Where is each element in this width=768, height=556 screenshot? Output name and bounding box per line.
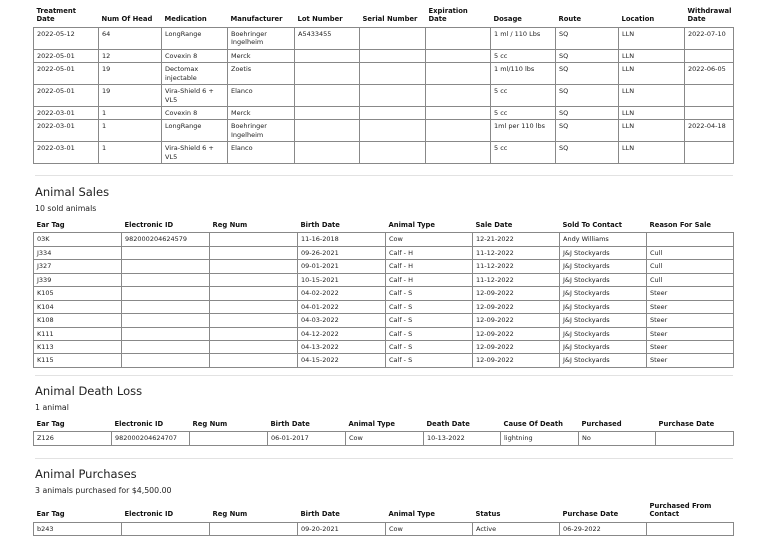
table-cell bbox=[426, 142, 491, 164]
table-cell: No bbox=[579, 432, 656, 445]
table-cell bbox=[685, 107, 734, 120]
table-cell: 04-15-2022 bbox=[298, 354, 386, 367]
table-row bbox=[34, 354, 734, 367]
table-cell: J&J Stockyards bbox=[560, 340, 647, 353]
table-cell bbox=[210, 340, 298, 353]
table-cell: 982000204624579 bbox=[122, 233, 210, 246]
table-cell bbox=[122, 300, 210, 313]
table-cell: K105 bbox=[34, 287, 122, 300]
table-cell: K108 bbox=[34, 314, 122, 327]
purchases-section-title: Animal Purchases bbox=[35, 467, 137, 481]
table-cell: 12 bbox=[99, 49, 162, 62]
table-cell: Vira-Shield 6 + VL5 bbox=[162, 85, 228, 107]
table-cell: 12-09-2022 bbox=[473, 354, 560, 367]
table-row bbox=[34, 314, 734, 327]
table-cell: SQ bbox=[556, 107, 619, 120]
table-cell: 11-12-2022 bbox=[473, 260, 560, 273]
table-cell: J&J Stockyards bbox=[560, 246, 647, 259]
table-cell bbox=[426, 107, 491, 120]
sales-count: 10 sold animals bbox=[35, 204, 97, 213]
table-cell bbox=[122, 522, 210, 535]
column-header: Animal Type bbox=[388, 510, 436, 519]
column-header: Serial Number bbox=[362, 15, 418, 24]
purchases-table bbox=[33, 501, 734, 536]
table-cell: Cull bbox=[647, 246, 734, 259]
table-cell: J339 bbox=[34, 273, 122, 286]
table-cell bbox=[426, 85, 491, 107]
purchases-summary: 3 animals purchased for $4,500.00 bbox=[35, 486, 172, 495]
table-cell: Calf - H bbox=[386, 260, 473, 273]
column-header: Manufacturer bbox=[230, 15, 283, 24]
table-row bbox=[34, 27, 734, 49]
table-cell: 1 bbox=[99, 107, 162, 120]
table-cell bbox=[122, 287, 210, 300]
table-cell: 2022-04-18 bbox=[685, 120, 734, 142]
column-header: Animal Type bbox=[348, 420, 396, 428]
table-cell: LLN bbox=[619, 120, 685, 142]
section-divider bbox=[35, 458, 733, 459]
section-divider bbox=[35, 375, 733, 376]
column-header: Treatment Date bbox=[36, 7, 76, 24]
table-cell: b243 bbox=[34, 522, 122, 535]
column-header: Purchase Date bbox=[562, 510, 619, 519]
table-cell: J&J Stockyards bbox=[560, 314, 647, 327]
table-cell: 2022-03-01 bbox=[34, 120, 99, 142]
table-cell bbox=[210, 300, 298, 313]
table-cell: 11-12-2022 bbox=[473, 273, 560, 286]
table-cell: J&J Stockyards bbox=[560, 260, 647, 273]
table-cell: SQ bbox=[556, 120, 619, 142]
table-cell bbox=[295, 120, 360, 142]
table-cell: 5 cc bbox=[491, 142, 556, 164]
table-row bbox=[34, 522, 734, 535]
table-cell: 19 bbox=[99, 63, 162, 85]
table-cell: Merck bbox=[228, 107, 295, 120]
column-header: Ear Tag bbox=[36, 420, 65, 428]
column-header: Birth Date bbox=[300, 510, 340, 519]
column-header: Dosage bbox=[493, 15, 522, 24]
table-cell: Steer bbox=[647, 340, 734, 353]
table-row bbox=[34, 246, 734, 259]
table-cell: 06-29-2022 bbox=[560, 522, 647, 535]
table-cell bbox=[295, 142, 360, 164]
column-header: Reg Num bbox=[212, 510, 248, 519]
table-cell: 12-09-2022 bbox=[473, 327, 560, 340]
table-cell bbox=[656, 432, 734, 445]
table-cell: 04-01-2022 bbox=[298, 300, 386, 313]
table-cell bbox=[360, 142, 426, 164]
table-cell bbox=[190, 432, 268, 445]
table-cell: Covexin 8 bbox=[162, 107, 228, 120]
column-header: Withdrawal Date bbox=[687, 7, 732, 24]
table-cell: A5433455 bbox=[295, 27, 360, 49]
table-row bbox=[34, 340, 734, 353]
table-cell: LongRange bbox=[162, 27, 228, 49]
column-header: Electronic ID bbox=[124, 221, 174, 229]
table-cell: Steer bbox=[647, 300, 734, 313]
table-cell bbox=[295, 63, 360, 85]
table-cell: LongRange bbox=[162, 120, 228, 142]
table-cell bbox=[210, 314, 298, 327]
table-cell: 2022-03-01 bbox=[34, 107, 99, 120]
table-row bbox=[34, 120, 734, 142]
table-cell: LLN bbox=[619, 142, 685, 164]
table-row bbox=[34, 327, 734, 340]
table-cell: 1 bbox=[99, 120, 162, 142]
column-header: Animal Type bbox=[388, 221, 436, 229]
sales-table bbox=[33, 220, 734, 368]
column-header: Num Of Head bbox=[101, 15, 153, 24]
table-cell: 2022-06-05 bbox=[685, 63, 734, 85]
column-header: Route bbox=[558, 15, 582, 24]
table-cell: Boehringer Ingelheim bbox=[228, 27, 295, 49]
column-header: Reason For Sale bbox=[649, 221, 712, 229]
table-cell: Dectomax injectable bbox=[162, 63, 228, 85]
table-cell: Elanco bbox=[228, 142, 295, 164]
column-header: Status bbox=[475, 510, 501, 519]
table-cell: LLN bbox=[619, 63, 685, 85]
sales-section-title: Animal Sales bbox=[35, 185, 110, 199]
table-cell: 12-09-2022 bbox=[473, 300, 560, 313]
table-cell: K115 bbox=[34, 354, 122, 367]
table-header-row bbox=[34, 501, 734, 522]
death-loss-table bbox=[33, 419, 734, 446]
table-cell: Active bbox=[473, 522, 560, 535]
table-cell bbox=[210, 233, 298, 246]
table-cell bbox=[122, 327, 210, 340]
table-cell: LLN bbox=[619, 107, 685, 120]
table-cell: Calf - S bbox=[386, 327, 473, 340]
table-cell bbox=[685, 49, 734, 62]
column-header: Birth Date bbox=[300, 221, 340, 229]
table-cell: SQ bbox=[556, 49, 619, 62]
table-cell: SQ bbox=[556, 85, 619, 107]
table-row bbox=[34, 287, 734, 300]
table-cell: Steer bbox=[647, 287, 734, 300]
table-cell: 12-09-2022 bbox=[473, 340, 560, 353]
column-header: Purchased bbox=[581, 420, 622, 428]
table-header-row bbox=[34, 6, 734, 27]
column-header: Lot Number bbox=[297, 15, 343, 24]
table-cell: J327 bbox=[34, 260, 122, 273]
table-cell: SQ bbox=[556, 142, 619, 164]
table-cell: K113 bbox=[34, 340, 122, 353]
table-cell: 04-02-2022 bbox=[298, 287, 386, 300]
table-cell: Vira-Shield 6 + VL5 bbox=[162, 142, 228, 164]
table-row bbox=[34, 233, 734, 246]
table-cell bbox=[210, 246, 298, 259]
table-cell: lightning bbox=[501, 432, 579, 445]
table-cell bbox=[426, 49, 491, 62]
table-cell: Cull bbox=[647, 273, 734, 286]
table-cell: Cull bbox=[647, 260, 734, 273]
table-cell: LLN bbox=[619, 27, 685, 49]
table-cell bbox=[122, 314, 210, 327]
column-header: Ear Tag bbox=[36, 510, 65, 519]
table-cell: Andy Williams bbox=[560, 233, 647, 246]
table-cell: SQ bbox=[556, 63, 619, 85]
column-header: Medication bbox=[164, 15, 207, 24]
table-cell: Z126 bbox=[34, 432, 112, 445]
table-cell: 1ml per 110 lbs bbox=[491, 120, 556, 142]
table-cell bbox=[210, 273, 298, 286]
table-cell: 5 cc bbox=[491, 49, 556, 62]
column-header: Electronic ID bbox=[124, 510, 174, 519]
table-cell: Merck bbox=[228, 49, 295, 62]
table-cell: Elanco bbox=[228, 85, 295, 107]
column-header: Expiration Date bbox=[428, 7, 468, 24]
table-row bbox=[34, 273, 734, 286]
table-cell: Calf - S bbox=[386, 287, 473, 300]
table-cell: Calf - H bbox=[386, 246, 473, 259]
column-header: Death Date bbox=[426, 420, 470, 428]
table-cell: J&J Stockyards bbox=[560, 287, 647, 300]
table-cell bbox=[360, 63, 426, 85]
table-cell: 09-20-2021 bbox=[298, 522, 386, 535]
table-cell: J&J Stockyards bbox=[560, 354, 647, 367]
table-cell bbox=[426, 63, 491, 85]
table-row bbox=[34, 432, 734, 445]
table-cell: 1 ml/110 lbs bbox=[491, 63, 556, 85]
table-cell: 12-09-2022 bbox=[473, 287, 560, 300]
table-cell: 2022-07-10 bbox=[685, 27, 734, 49]
table-cell: 12-21-2022 bbox=[473, 233, 560, 246]
table-cell: Steer bbox=[647, 354, 734, 367]
table-cell: Calf - H bbox=[386, 273, 473, 286]
table-cell bbox=[295, 85, 360, 107]
column-header: Purchased From Contact bbox=[649, 502, 712, 519]
table-cell: LLN bbox=[619, 49, 685, 62]
table-cell: J&J Stockyards bbox=[560, 300, 647, 313]
table-cell bbox=[360, 49, 426, 62]
table-cell bbox=[210, 287, 298, 300]
table-cell: 2022-03-01 bbox=[34, 142, 99, 164]
column-header: Sold To Contact bbox=[562, 221, 623, 229]
table-cell: 2022-05-12 bbox=[34, 27, 99, 49]
table-header-row bbox=[34, 419, 734, 432]
table-cell: 5 cc bbox=[491, 85, 556, 107]
table-cell bbox=[122, 273, 210, 286]
table-cell bbox=[426, 120, 491, 142]
table-cell bbox=[210, 327, 298, 340]
table-cell: 2022-05-01 bbox=[34, 63, 99, 85]
death-loss-count: 1 animal bbox=[35, 403, 69, 412]
table-cell: 09-26-2021 bbox=[298, 246, 386, 259]
table-cell: Steer bbox=[647, 314, 734, 327]
table-cell bbox=[360, 27, 426, 49]
table-cell: Cow bbox=[386, 233, 473, 246]
table-cell bbox=[122, 246, 210, 259]
column-header: Purchase Date bbox=[658, 420, 715, 428]
table-cell: 64 bbox=[99, 27, 162, 49]
table-cell: 19 bbox=[99, 85, 162, 107]
table-cell bbox=[122, 354, 210, 367]
table-cell: 06-01-2017 bbox=[268, 432, 346, 445]
table-cell: 03K bbox=[34, 233, 122, 246]
table-cell bbox=[685, 85, 734, 107]
table-cell: J334 bbox=[34, 246, 122, 259]
table-cell: 11-16-2018 bbox=[298, 233, 386, 246]
table-cell: LLN bbox=[619, 85, 685, 107]
table-cell: Calf - S bbox=[386, 314, 473, 327]
table-cell: 2022-05-01 bbox=[34, 85, 99, 107]
table-cell bbox=[426, 27, 491, 49]
table-cell bbox=[360, 120, 426, 142]
table-cell bbox=[360, 107, 426, 120]
table-cell: 10-13-2022 bbox=[424, 432, 501, 445]
table-cell bbox=[122, 340, 210, 353]
column-header: Ear Tag bbox=[36, 221, 65, 229]
table-cell: Cow bbox=[346, 432, 424, 445]
table-row bbox=[34, 49, 734, 62]
table-cell bbox=[210, 260, 298, 273]
table-cell: 1 ml / 110 Lbs bbox=[491, 27, 556, 49]
column-header: Reg Num bbox=[192, 420, 228, 428]
table-cell: 04-03-2022 bbox=[298, 314, 386, 327]
column-header: Birth Date bbox=[270, 420, 310, 428]
table-cell: Cow bbox=[386, 522, 473, 535]
table-cell: 12-09-2022 bbox=[473, 314, 560, 327]
treatments-table bbox=[33, 6, 734, 164]
table-cell bbox=[210, 522, 298, 535]
table-cell: 5 cc bbox=[491, 107, 556, 120]
table-cell: 04-13-2022 bbox=[298, 340, 386, 353]
table-cell bbox=[685, 142, 734, 164]
column-header: Reg Num bbox=[212, 221, 248, 229]
table-cell: Calf - S bbox=[386, 300, 473, 313]
table-cell bbox=[647, 233, 734, 246]
table-row bbox=[34, 85, 734, 107]
table-row bbox=[34, 300, 734, 313]
table-cell: 04-12-2022 bbox=[298, 327, 386, 340]
column-header: Electronic ID bbox=[114, 420, 164, 428]
table-cell bbox=[210, 354, 298, 367]
table-header-row bbox=[34, 220, 734, 233]
table-cell: Steer bbox=[647, 327, 734, 340]
table-row bbox=[34, 107, 734, 120]
table-cell: K104 bbox=[34, 300, 122, 313]
table-cell: 1 bbox=[99, 142, 162, 164]
table-cell: 11-12-2022 bbox=[473, 246, 560, 259]
table-row bbox=[34, 260, 734, 273]
table-cell: K111 bbox=[34, 327, 122, 340]
table-cell bbox=[647, 522, 734, 535]
table-cell: Calf - S bbox=[386, 354, 473, 367]
table-cell: 2022-05-01 bbox=[34, 49, 99, 62]
column-header: Sale Date bbox=[475, 221, 513, 229]
table-cell bbox=[360, 85, 426, 107]
table-cell: J&J Stockyards bbox=[560, 327, 647, 340]
table-row bbox=[34, 63, 734, 85]
table-cell: 10-15-2021 bbox=[298, 273, 386, 286]
table-cell: Zoetis bbox=[228, 63, 295, 85]
table-cell: 982000204624707 bbox=[112, 432, 190, 445]
table-cell: J&J Stockyards bbox=[560, 273, 647, 286]
column-header: Cause Of Death bbox=[503, 420, 563, 428]
table-cell: 09-01-2021 bbox=[298, 260, 386, 273]
column-header: Location bbox=[621, 15, 655, 24]
table-cell bbox=[295, 107, 360, 120]
table-row bbox=[34, 142, 734, 164]
table-cell bbox=[295, 49, 360, 62]
section-divider bbox=[35, 175, 733, 176]
table-cell bbox=[122, 260, 210, 273]
table-cell: Boehringer Ingelheim bbox=[228, 120, 295, 142]
table-cell: SQ bbox=[556, 27, 619, 49]
death-loss-section-title: Animal Death Loss bbox=[35, 384, 143, 398]
table-cell: Calf - S bbox=[386, 340, 473, 353]
table-cell: Covexin 8 bbox=[162, 49, 228, 62]
